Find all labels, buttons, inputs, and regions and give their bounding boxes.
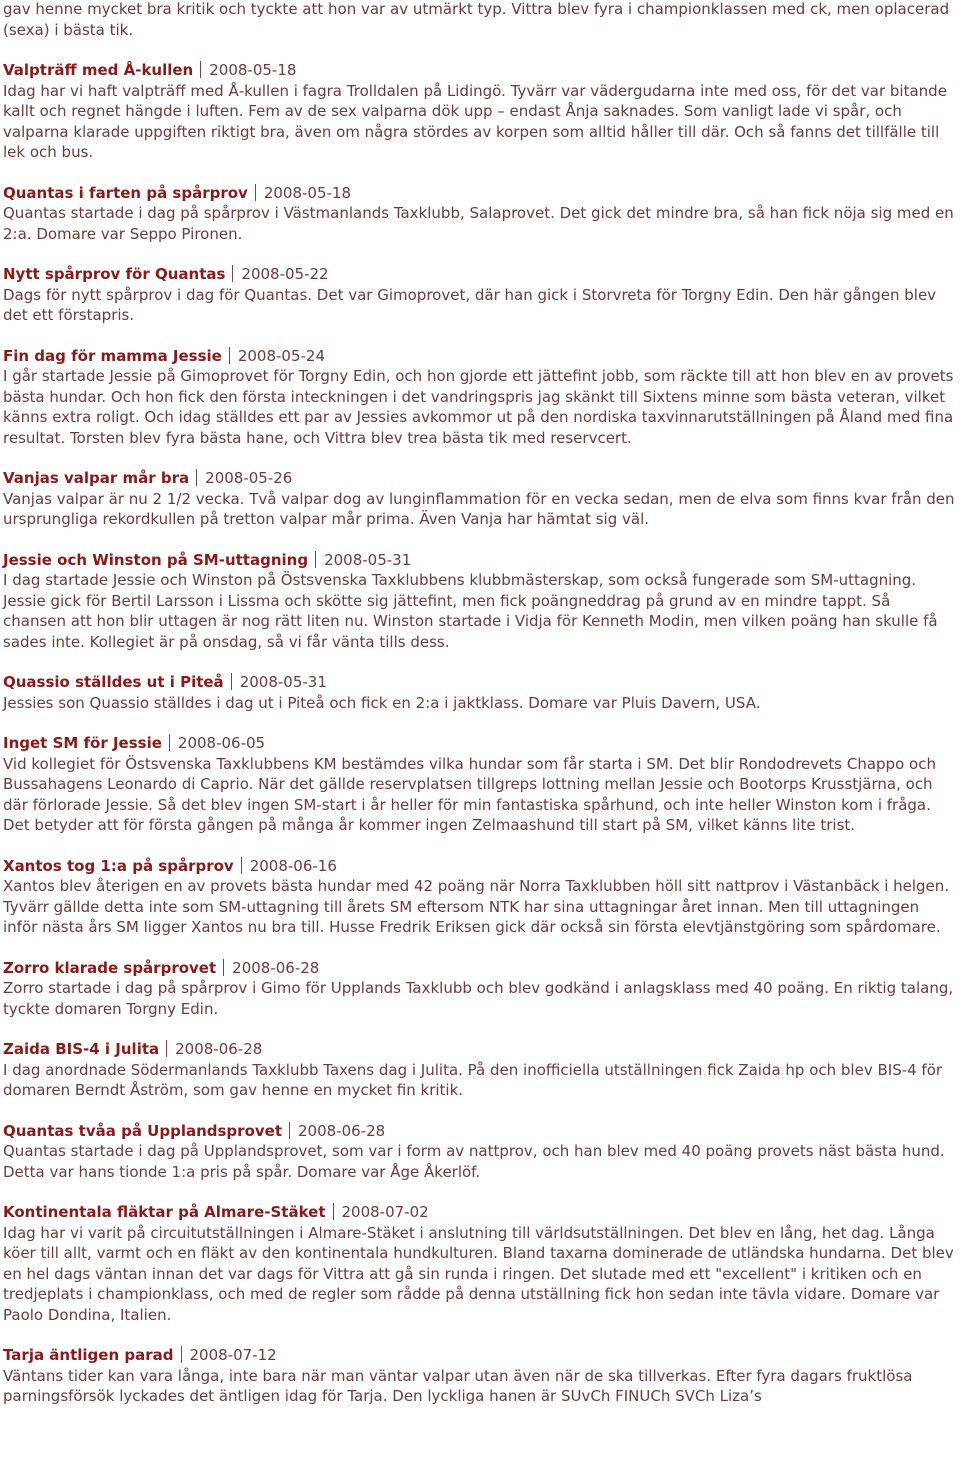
news-entry-date: 2008-06-28 (232, 958, 320, 977)
news-entry (3, 733, 955, 836)
title-date-separator (241, 857, 242, 874)
news-entry-text: Väntans tider kan vara långa, inte bara när man väntar valpar utan även när de ska tillverkas. Efter fyra dagars fruktlösa parningsförsök lyckades det äntligen idag för Tarja. Den lyckliga hanen är SUvCh FINUCh SVCh Liza’s (3, 1366, 913, 1405)
news-entry (3, 1202, 955, 1325)
title-date-separator (200, 61, 201, 78)
news-entry-title: Inget SM för Jessie (3, 734, 162, 752)
news-entry-text: Quantas startade i dag på Upplandsprovet, som var i form av nattprov, och han blev med 40 poäng provets näst bästa hund. Detta var hans tionde 1:a pris på spår. Domare var Åge Åkerlöf. (3, 1142, 945, 1181)
news-entry-date: 2008-05-26 (205, 469, 293, 487)
news-entry-date: 2008-05-22 (241, 265, 329, 283)
news-entry (3, 60, 955, 163)
news-entry-date: 2008-06-28 (175, 1040, 263, 1058)
news-entry-title: Quantas i farten på spårprov (3, 183, 248, 202)
news-entry (3, 672, 955, 713)
title-date-separator (231, 673, 232, 690)
news-entry-header (3, 550, 955, 571)
news-entry (3, 468, 955, 530)
news-entry-date: 2008-07-12 (189, 1346, 277, 1364)
news-entry (3, 1345, 955, 1407)
news-entry-text: I dag startade Jessie och Winston på Östsvenska Taxklubbens klubbmästerskap, som också fungerade som SM-uttagning. Jessie gick för Bertil Larsson i Lissma och skötte sig jättefint, men fick poängneddrag på grund av en mindre tappt. Så chansen att hon blir uttagen är nog rätt liten nu. Winston startade i Vidja för Kenneth Modin, men vilken poäng han skulle få sades inte. Kollegiet är på onsdag, så vi får vänta tills dess. (3, 571, 938, 651)
intro-paragraph: gav henne mycket bra kritik och tyckte att hon var av utmärkt typ. Vittra blev fyra i championklassen med ck, men oplacerad (sexa) i bästa tik. (3, 0, 950, 39)
news-entry (3, 550, 955, 653)
news-entry-date: 2008-06-28 (298, 1121, 386, 1140)
news-entry-date: 2008-06-05 (177, 734, 266, 752)
news-entry-title: Zaida BIS-4 i Julita (3, 1040, 160, 1058)
news-entry-text: Idag har vi haft valpträff med Å-kullen i fagra Trolldalen på Lidingö. Tyvärr var vädergudarna inte med oss, för det var bitande kallt och regnet hängde i luften. Fem av de sex valparna dök upp – endast Ånja saknades. Som vanligt lade vi spår, och valparna klarade uppgiften riktigt bra, även om några stördes av korpen som alltid håller till där. Och så fanns det tillfälle till lek och bus. (3, 81, 947, 161)
title-date-separator (333, 1203, 334, 1220)
news-entry-header (3, 264, 955, 285)
title-date-separator (255, 184, 256, 201)
news-entry-date: 2008-06-16 (249, 856, 337, 875)
news-entry-header (3, 1039, 955, 1060)
news-entry-date: 2008-07-02 (341, 1203, 429, 1221)
news-entry (3, 1121, 955, 1183)
news-entry-title: Tarja äntligen parad (3, 1346, 174, 1364)
news-entry-text: I går startade Jessie på Gimoprovet för Torgny Edin, och hon gjorde ett jättefint jobb, som räckte till att hon blev en av provets bästa hundar. Och hon fick den första inteckningen i det vandringspris jag skänkt till Sixtens minne som bästa veteran, vilket känns extra roligt. Och idag ställdes ett par av Jessies avkommor ut på den nordiska taxvinnarutställningen på Åland med fina resultat. Torsten blev fyra bästa hane, och Vittra blev trea bästa tik med reservcert. (3, 367, 954, 447)
news-entry-date: 2008-05-31 (324, 550, 412, 569)
news-entry-text: Vanjas valpar är nu 2 1/2 vecka. Två valpar dog av lunginflammation för en vecka sedan, men de elva som finns kvar från den ursprungliga rekordkullen på tretton valpar mår prima. Även Vanja har hämtat sig väl. (3, 489, 955, 528)
title-date-separator (169, 734, 170, 751)
news-entry-title: Valpträff med Å-kullen (3, 61, 194, 79)
news-entry-date: 2008-05-24 (237, 346, 326, 365)
news-entry-text: Vid kollegiet för Östsvenska Taxklubbens KM bestämdes vilka hundar som får starta i SM. Det blir Rondodrevets Chappo och Bussahagens Leonardo di Caprio. När det gällde reservplatsen tillgreps lottning mellan Jessie och Bootorps Krusstjärna, och där förlorade Jessie. Så det blev ingen SM-start i år heller för min fantastiska spårhund, och inte heller Winston kom i fråga. Det betyder att för första gången på många år kommer ingen Zelmaashund till start på SM, vilket känns lite trist. (3, 754, 936, 834)
news-entry-title: Nytt spårprov för Quantas (3, 265, 226, 283)
news-entry-text: Idag har vi varit på circuitutställningen i Almare-Stäket i anslutning till världsutställningen. Det blev en lång, het dag. Långa köer till allt, varmt och en fläkt av den kontinentala hundkulturen. Bland taxarna dominerade de utländska hundarna. Det blev en hel dags väntan innan det var dags för Vittra att gå sin runda i ringen. Det slutade med ett "excellent" i kritiken och en tredjeplats i championklass, och med de regler som rådde på denna utställning fick hon sedan inte tävla vidare. Domare var Paolo Dondina, Italien. (3, 1223, 954, 1324)
news-entry-text: Jessies son Quassio ställdes i dag ut i Piteå och fick en 2:a i jaktklass. Domare var Pluis Davern, USA. (3, 693, 761, 712)
news-entry-title: Vanjas valpar mår bra (3, 469, 190, 487)
news-entry-title: Quassio ställdes ut i Piteå (3, 673, 224, 691)
news-entry-header (3, 958, 955, 979)
news-entry-title: Jessie och Winston på SM-uttagning (3, 550, 309, 569)
news-list (3, 60, 955, 1407)
news-entry (3, 183, 955, 245)
news-entry-header (3, 60, 955, 81)
news-entry-header (3, 672, 955, 693)
title-date-separator (229, 347, 230, 364)
title-date-separator (181, 1346, 182, 1363)
news-entry-header (3, 856, 955, 877)
news-entry-title: Zorro klarade spårprovet (3, 958, 217, 977)
news-entry-header (3, 1121, 955, 1142)
news-entry-text: Xantos blev återigen en av provets bästa hundar med 42 poäng när Norra Taxklubben höll sitt nattprov i Västanbäck i helgen. Tyvärr gällde detta inte som SM-uttagning till årets SM eftersom NTK har sina uttagningar året innan. Men till uttagningen inför nästa års SM ligger Xantos nu bra till. Husse Fredrik Eriksen gick där också sin första elevtjänstgöring som spårdomare. (3, 877, 950, 936)
title-date-separator (315, 551, 316, 568)
news-entry-title: Xantos tog 1:a på spårprov (3, 856, 234, 875)
news-entry (3, 958, 955, 1020)
news-entry (3, 264, 955, 326)
news-entry-header (3, 346, 955, 367)
news-entry-header (3, 1202, 955, 1223)
news-entry-date: 2008-05-18 (263, 183, 351, 202)
news-entry (3, 1039, 955, 1101)
news-entry-header (3, 468, 955, 489)
news-entry-header (3, 1345, 955, 1366)
news-entry-date: 2008-05-18 (209, 61, 297, 79)
news-entry-text: Dags för nytt spårprov i dag för Quantas. Det var Gimoprovet, där han gick i Storvreta för Torgny Edin. Den här gången blev det ett förstapris. (3, 285, 937, 324)
title-date-separator (196, 469, 197, 486)
news-entry-header (3, 183, 955, 204)
title-date-separator (223, 959, 224, 976)
title-date-separator (289, 1122, 290, 1139)
news-entry-title: Fin dag för mamma Jessie (3, 346, 222, 365)
news-entry-title: Quantas tvåa på Upplandsprovet (3, 1121, 282, 1140)
news-entry-title: Kontinentala fläktar på Almare-Stäket (3, 1203, 326, 1221)
news-entry-text: Zorro startade i dag på spårprov i Gimo för Upplands Taxklubb och blev godkänd i anlagsklass med 40 poäng. En riktig talang, tyckte domaren Torgny Edin. (3, 979, 954, 1018)
news-entry (3, 346, 955, 449)
news-entry-header (3, 733, 955, 754)
news-entry-date: 2008-05-31 (239, 673, 327, 691)
title-date-separator (232, 265, 233, 282)
news-entry-text: Quantas startade i dag på spårprov i Västmanlands Taxklubb, Salaprovet. Det gick det mindre bra, så han fick nöja sig med en 2:a. Domare var Seppo Pironen. (3, 204, 954, 243)
article-page (3, 0, 955, 1427)
news-entry-text: I dag anordnade Södermanlands Taxklubb Taxens dag i Julita. På den inofficiella utställningen fick Zaida hp och blev BIS-4 för domaren Berndt Åström, som gav henne en mycket fin kritik. (3, 1060, 943, 1099)
title-date-separator (166, 1040, 167, 1057)
news-entry (3, 856, 955, 938)
